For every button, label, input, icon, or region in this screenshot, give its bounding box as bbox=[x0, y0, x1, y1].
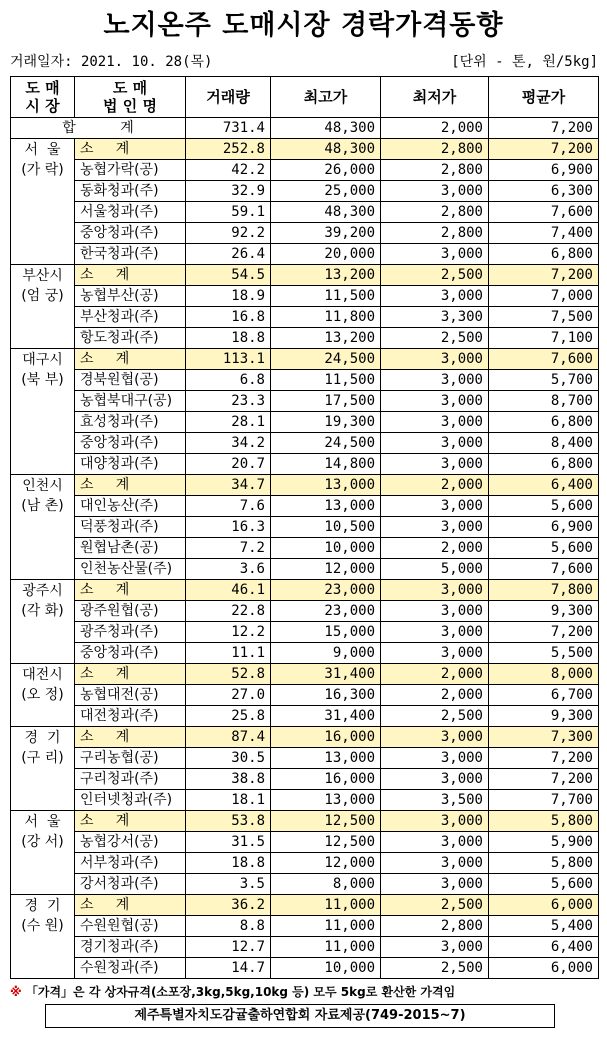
table-row bbox=[11, 517, 599, 538]
max-price-cell: 19,300 bbox=[271, 412, 381, 433]
footnote bbox=[10, 984, 598, 1000]
corp-name: 덕풍청과(주) bbox=[75, 517, 186, 538]
volume-cell: 26.4 bbox=[186, 244, 271, 265]
min-price-cell: 3,300 bbox=[381, 307, 489, 328]
min-price-cell: 3,000 bbox=[381, 622, 489, 643]
table-row bbox=[11, 853, 599, 874]
avg-price-cell: 5,800 bbox=[489, 811, 599, 832]
market-city: 광주시 bbox=[22, 583, 63, 599]
market-name bbox=[11, 580, 75, 664]
volume-cell: 25.8 bbox=[186, 706, 271, 727]
market-district: (북 부) bbox=[21, 372, 64, 388]
volume-cell: 42.2 bbox=[186, 160, 271, 181]
market-city: 부산시 bbox=[22, 268, 63, 284]
corp-name: 경북원협(공) bbox=[75, 370, 186, 391]
table-row bbox=[11, 706, 599, 727]
avg-price-cell: 6,700 bbox=[489, 685, 599, 706]
avg-price-cell: 5,800 bbox=[489, 853, 599, 874]
market-city: 경 기 bbox=[24, 898, 61, 914]
corp-name: 서부청과(주) bbox=[75, 853, 186, 874]
max-price-cell: 11,800 bbox=[271, 307, 381, 328]
volume-cell: 34.2 bbox=[186, 433, 271, 454]
min-price-cell: 3,000 bbox=[381, 874, 489, 895]
volume-cell: 3.6 bbox=[186, 559, 271, 580]
avg-price-cell: 7,600 bbox=[489, 349, 599, 370]
subtotal-row bbox=[11, 811, 599, 832]
min-price-cell: 2,000 bbox=[381, 475, 489, 496]
min-price-cell: 2,800 bbox=[381, 916, 489, 937]
avg-price-cell: 6,800 bbox=[489, 244, 599, 265]
volume-cell: 16.3 bbox=[186, 517, 271, 538]
volume-cell: 92.2 bbox=[186, 223, 271, 244]
header-volume: 거래량 bbox=[186, 77, 271, 118]
table-row bbox=[11, 916, 599, 937]
max-price-cell: 12,500 bbox=[271, 832, 381, 853]
corp-name: 광주청과(주) bbox=[75, 622, 186, 643]
note-mark: ※ bbox=[10, 985, 22, 999]
table-row bbox=[11, 832, 599, 853]
table-row bbox=[11, 454, 599, 475]
volume-cell: 28.1 bbox=[186, 412, 271, 433]
volume-cell: 11.1 bbox=[186, 643, 271, 664]
corp-name: 강서청과(주) bbox=[75, 874, 186, 895]
corp-name: 소 계 bbox=[75, 811, 186, 832]
total-min: 2,000 bbox=[381, 118, 489, 139]
table-row bbox=[11, 790, 599, 811]
corp-name: 소 계 bbox=[75, 895, 186, 916]
volume-cell: 7.2 bbox=[186, 538, 271, 559]
subtotal-row bbox=[11, 895, 599, 916]
min-price-cell: 3,000 bbox=[381, 286, 489, 307]
volume-cell: 6.8 bbox=[186, 370, 271, 391]
corp-name: 서울청과(주) bbox=[75, 202, 186, 223]
avg-price-cell: 7,600 bbox=[489, 559, 599, 580]
min-price-cell: 3,000 bbox=[381, 181, 489, 202]
volume-cell: 23.3 bbox=[186, 391, 271, 412]
volume-cell: 16.8 bbox=[186, 307, 271, 328]
min-price-cell: 2,000 bbox=[381, 538, 489, 559]
market-city: 서 울 bbox=[24, 814, 61, 830]
market-city: 대구시 bbox=[22, 352, 63, 368]
avg-price-cell: 7,200 bbox=[489, 622, 599, 643]
min-price-cell: 3,000 bbox=[381, 244, 489, 265]
table-row bbox=[11, 874, 599, 895]
market-district: (구 리) bbox=[21, 750, 64, 766]
max-price-cell: 13,000 bbox=[271, 475, 381, 496]
avg-price-cell: 5,600 bbox=[489, 538, 599, 559]
subtotal-row bbox=[11, 475, 599, 496]
table-row bbox=[11, 223, 599, 244]
max-price-cell: 11,500 bbox=[271, 286, 381, 307]
market-district: (강 서) bbox=[21, 834, 64, 850]
subtotal-row bbox=[11, 580, 599, 601]
corp-name: 중앙청과(주) bbox=[75, 223, 186, 244]
max-price-cell: 48,300 bbox=[271, 139, 381, 160]
min-price-cell: 3,000 bbox=[381, 727, 489, 748]
max-price-cell: 24,500 bbox=[271, 349, 381, 370]
table-row bbox=[11, 391, 599, 412]
avg-price-cell: 7,100 bbox=[489, 328, 599, 349]
header-min: 최저가 bbox=[381, 77, 489, 118]
total-max: 48,300 bbox=[271, 118, 381, 139]
header-avg: 평균가 bbox=[489, 77, 599, 118]
min-price-cell: 3,000 bbox=[381, 496, 489, 517]
table-row bbox=[11, 559, 599, 580]
volume-cell: 14.7 bbox=[186, 958, 271, 979]
max-price-cell: 13,000 bbox=[271, 496, 381, 517]
avg-price-cell: 7,300 bbox=[489, 727, 599, 748]
avg-price-cell: 7,400 bbox=[489, 223, 599, 244]
table-row bbox=[11, 643, 599, 664]
min-price-cell: 3,000 bbox=[381, 454, 489, 475]
max-price-cell: 11,500 bbox=[271, 370, 381, 391]
corp-name: 수원원협(공) bbox=[75, 916, 186, 937]
table-row bbox=[11, 769, 599, 790]
market-name bbox=[11, 727, 75, 811]
subtotal-row bbox=[11, 349, 599, 370]
min-price-cell: 3,000 bbox=[381, 643, 489, 664]
avg-price-cell: 8,000 bbox=[489, 664, 599, 685]
max-price-cell: 16,300 bbox=[271, 685, 381, 706]
volume-cell: 52.8 bbox=[186, 664, 271, 685]
corp-name: 효성청과(주) bbox=[75, 412, 186, 433]
min-price-cell: 2,500 bbox=[381, 265, 489, 286]
volume-cell: 252.8 bbox=[186, 139, 271, 160]
volume-cell: 22.8 bbox=[186, 601, 271, 622]
market-city: 경 기 bbox=[24, 730, 61, 746]
volume-cell: 38.8 bbox=[186, 769, 271, 790]
avg-price-cell: 7,200 bbox=[489, 769, 599, 790]
header-corp: 도 매 법 인 명 bbox=[75, 77, 186, 118]
corp-name: 소 계 bbox=[75, 139, 186, 160]
max-price-cell: 17,500 bbox=[271, 391, 381, 412]
header-market: 도 매 시 장 bbox=[11, 77, 75, 118]
corp-name: 농협대전(공) bbox=[75, 685, 186, 706]
avg-price-cell: 7,000 bbox=[489, 286, 599, 307]
max-price-cell: 16,000 bbox=[271, 727, 381, 748]
min-price-cell: 3,000 bbox=[381, 769, 489, 790]
max-price-cell: 25,000 bbox=[271, 181, 381, 202]
corp-name: 소 계 bbox=[75, 475, 186, 496]
volume-cell: 20.7 bbox=[186, 454, 271, 475]
source-box: 제주특별자치도감귤출하연합회 자료제공(749-2015~7) bbox=[45, 1004, 555, 1028]
avg-price-cell: 5,600 bbox=[489, 496, 599, 517]
volume-cell: 18.8 bbox=[186, 853, 271, 874]
avg-price-cell: 6,000 bbox=[489, 895, 599, 916]
corp-name: 인터넷청과(주) bbox=[75, 790, 186, 811]
corp-name: 농협부산(공) bbox=[75, 286, 186, 307]
min-price-cell: 3,000 bbox=[381, 580, 489, 601]
volume-cell: 18.1 bbox=[186, 790, 271, 811]
corp-name: 대인농산(주) bbox=[75, 496, 186, 517]
avg-price-cell: 5,700 bbox=[489, 370, 599, 391]
subtotal-row bbox=[11, 664, 599, 685]
max-price-cell: 12,000 bbox=[271, 559, 381, 580]
max-price-cell: 10,000 bbox=[271, 538, 381, 559]
max-price-cell: 8,000 bbox=[271, 874, 381, 895]
corp-name: 경기청과(주) bbox=[75, 937, 186, 958]
min-price-cell: 2,800 bbox=[381, 139, 489, 160]
avg-price-cell: 6,000 bbox=[489, 958, 599, 979]
max-price-cell: 9,000 bbox=[271, 643, 381, 664]
max-price-cell: 13,200 bbox=[271, 328, 381, 349]
market-district: (남 촌) bbox=[21, 498, 64, 514]
table-row bbox=[11, 307, 599, 328]
volume-cell: 18.8 bbox=[186, 328, 271, 349]
avg-price-cell: 8,700 bbox=[489, 391, 599, 412]
min-price-cell: 2,500 bbox=[381, 328, 489, 349]
corp-name: 중앙청과(주) bbox=[75, 433, 186, 454]
table-row bbox=[11, 244, 599, 265]
min-price-cell: 3,000 bbox=[381, 853, 489, 874]
volume-cell: 18.9 bbox=[186, 286, 271, 307]
max-price-cell: 16,000 bbox=[271, 769, 381, 790]
max-price-cell: 14,800 bbox=[271, 454, 381, 475]
market-name bbox=[11, 475, 75, 580]
volume-cell: 3.5 bbox=[186, 874, 271, 895]
table-row bbox=[11, 958, 599, 979]
subtotal-row bbox=[11, 139, 599, 160]
table-row bbox=[11, 412, 599, 433]
volume-cell: 87.4 bbox=[186, 727, 271, 748]
total-row bbox=[11, 118, 599, 139]
corp-name: 부산청과(주) bbox=[75, 307, 186, 328]
avg-price-cell: 5,600 bbox=[489, 874, 599, 895]
volume-cell: 7.6 bbox=[186, 496, 271, 517]
table-row bbox=[11, 748, 599, 769]
min-price-cell: 3,000 bbox=[381, 748, 489, 769]
volume-cell: 27.0 bbox=[186, 685, 271, 706]
min-price-cell: 3,000 bbox=[381, 811, 489, 832]
market-district: (각 화) bbox=[21, 603, 64, 619]
avg-price-cell: 6,800 bbox=[489, 412, 599, 433]
min-price-cell: 3,000 bbox=[381, 832, 489, 853]
avg-price-cell: 8,400 bbox=[489, 433, 599, 454]
market-name bbox=[11, 811, 75, 895]
subtotal-row bbox=[11, 265, 599, 286]
min-price-cell: 2,800 bbox=[381, 160, 489, 181]
market-name bbox=[11, 349, 75, 475]
unit-label: [단위 - 톤, 원/5kg] bbox=[451, 54, 598, 70]
max-price-cell: 15,000 bbox=[271, 622, 381, 643]
max-price-cell: 11,000 bbox=[271, 937, 381, 958]
market-name bbox=[11, 664, 75, 727]
max-price-cell: 10,500 bbox=[271, 517, 381, 538]
table-row bbox=[11, 538, 599, 559]
market-city: 인천시 bbox=[22, 478, 63, 494]
avg-price-cell: 7,200 bbox=[489, 139, 599, 160]
min-price-cell: 2,800 bbox=[381, 223, 489, 244]
corp-name: 농협북대구(공) bbox=[75, 391, 186, 412]
table-row bbox=[11, 328, 599, 349]
max-price-cell: 11,000 bbox=[271, 895, 381, 916]
corp-name: 광주원협(공) bbox=[75, 601, 186, 622]
volume-cell: 53.8 bbox=[186, 811, 271, 832]
corp-name: 구리농협(공) bbox=[75, 748, 186, 769]
avg-price-cell: 6,900 bbox=[489, 517, 599, 538]
corp-name: 동화청과(주) bbox=[75, 181, 186, 202]
price-table bbox=[10, 76, 599, 979]
corp-name: 중앙청과(주) bbox=[75, 643, 186, 664]
corp-name: 소 계 bbox=[75, 349, 186, 370]
avg-price-cell: 7,800 bbox=[489, 580, 599, 601]
min-price-cell: 3,000 bbox=[381, 433, 489, 454]
min-price-cell: 5,000 bbox=[381, 559, 489, 580]
market-district: (엄 궁) bbox=[21, 288, 64, 304]
max-price-cell: 39,200 bbox=[271, 223, 381, 244]
corp-name: 수원청과(주) bbox=[75, 958, 186, 979]
avg-price-cell: 5,400 bbox=[489, 916, 599, 937]
market-city: 대전시 bbox=[22, 667, 63, 683]
corp-name: 농협가락(공) bbox=[75, 160, 186, 181]
table-row bbox=[11, 286, 599, 307]
corp-name: 인천농산물(주) bbox=[75, 559, 186, 580]
meta-line bbox=[10, 52, 598, 72]
max-price-cell: 31,400 bbox=[271, 706, 381, 727]
corp-name: 농협강서(공) bbox=[75, 832, 186, 853]
avg-price-cell: 6,400 bbox=[489, 937, 599, 958]
volume-cell: 8.8 bbox=[186, 916, 271, 937]
max-price-cell: 13,000 bbox=[271, 790, 381, 811]
max-price-cell: 13,200 bbox=[271, 265, 381, 286]
avg-price-cell: 6,900 bbox=[489, 160, 599, 181]
total-volume: 731.4 bbox=[186, 118, 271, 139]
max-price-cell: 10,000 bbox=[271, 958, 381, 979]
avg-price-cell: 5,500 bbox=[489, 643, 599, 664]
max-price-cell: 48,300 bbox=[271, 202, 381, 223]
corp-name: 구리청과(주) bbox=[75, 769, 186, 790]
page-title: 노지온주 도매시장 경락가격동향 bbox=[103, 10, 504, 41]
corp-name: 소 계 bbox=[75, 664, 186, 685]
note-text: 「가격」은 각 상자규격(소포장,3kg,5kg,10kg 등) 모두 5kg로 환산한 가격임 bbox=[25, 985, 456, 999]
table-row bbox=[11, 160, 599, 181]
corp-name: 대전청과(주) bbox=[75, 706, 186, 727]
corp-name: 항도청과(주) bbox=[75, 328, 186, 349]
avg-price-cell: 6,400 bbox=[489, 475, 599, 496]
max-price-cell: 12,000 bbox=[271, 853, 381, 874]
max-price-cell: 23,000 bbox=[271, 580, 381, 601]
min-price-cell: 3,000 bbox=[381, 517, 489, 538]
volume-cell: 46.1 bbox=[186, 580, 271, 601]
volume-cell: 12.7 bbox=[186, 937, 271, 958]
market-city: 서 울 bbox=[24, 142, 61, 158]
avg-price-cell: 7,600 bbox=[489, 202, 599, 223]
max-price-cell: 26,000 bbox=[271, 160, 381, 181]
table-row bbox=[11, 181, 599, 202]
volume-cell: 36.2 bbox=[186, 895, 271, 916]
min-price-cell: 3,000 bbox=[381, 601, 489, 622]
table-row bbox=[11, 937, 599, 958]
max-price-cell: 31,400 bbox=[271, 664, 381, 685]
market-name bbox=[11, 265, 75, 349]
avg-price-cell: 7,200 bbox=[489, 265, 599, 286]
table-row bbox=[11, 601, 599, 622]
min-price-cell: 3,000 bbox=[381, 412, 489, 433]
volume-cell: 34.7 bbox=[186, 475, 271, 496]
avg-price-cell: 6,300 bbox=[489, 181, 599, 202]
max-price-cell: 13,000 bbox=[271, 748, 381, 769]
market-district: (오 정) bbox=[21, 687, 64, 703]
min-price-cell: 2,500 bbox=[381, 958, 489, 979]
max-price-cell: 24,500 bbox=[271, 433, 381, 454]
min-price-cell: 2,500 bbox=[381, 706, 489, 727]
volume-cell: 31.5 bbox=[186, 832, 271, 853]
min-price-cell: 3,000 bbox=[381, 391, 489, 412]
table-row bbox=[11, 496, 599, 517]
avg-price-cell: 9,300 bbox=[489, 706, 599, 727]
table-row bbox=[11, 370, 599, 391]
market-district: (가 락) bbox=[21, 162, 64, 178]
total-avg: 7,200 bbox=[489, 118, 599, 139]
avg-price-cell: 9,300 bbox=[489, 601, 599, 622]
avg-price-cell: 7,200 bbox=[489, 748, 599, 769]
avg-price-cell: 5,900 bbox=[489, 832, 599, 853]
market-district: (수 원) bbox=[21, 918, 64, 934]
table-row bbox=[11, 622, 599, 643]
market-name bbox=[11, 139, 75, 265]
min-price-cell: 2,000 bbox=[381, 664, 489, 685]
header-max: 최고가 bbox=[271, 77, 381, 118]
table-row bbox=[11, 433, 599, 454]
min-price-cell: 2,500 bbox=[381, 895, 489, 916]
total-label: 합 계 bbox=[11, 118, 186, 139]
corp-name: 소 계 bbox=[75, 265, 186, 286]
min-price-cell: 2,800 bbox=[381, 202, 489, 223]
corp-name: 원협남촌(공) bbox=[75, 538, 186, 559]
max-price-cell: 20,000 bbox=[271, 244, 381, 265]
market-name bbox=[11, 895, 75, 979]
min-price-cell: 3,000 bbox=[381, 937, 489, 958]
corp-name: 소 계 bbox=[75, 580, 186, 601]
avg-price-cell: 7,500 bbox=[489, 307, 599, 328]
corp-name: 한국청과(주) bbox=[75, 244, 186, 265]
volume-cell: 113.1 bbox=[186, 349, 271, 370]
table-row bbox=[11, 202, 599, 223]
corp-name: 대양청과(주) bbox=[75, 454, 186, 475]
volume-cell: 59.1 bbox=[186, 202, 271, 223]
min-price-cell: 3,000 bbox=[381, 370, 489, 391]
volume-cell: 54.5 bbox=[186, 265, 271, 286]
header-row bbox=[11, 77, 599, 118]
min-price-cell: 3,000 bbox=[381, 349, 489, 370]
min-price-cell: 2,000 bbox=[381, 685, 489, 706]
table-row bbox=[11, 685, 599, 706]
trade-date: 거래일자: 2021. 10. 28(목) bbox=[10, 54, 213, 70]
subtotal-row bbox=[11, 727, 599, 748]
max-price-cell: 11,000 bbox=[271, 916, 381, 937]
avg-price-cell: 7,700 bbox=[489, 790, 599, 811]
volume-cell: 12.2 bbox=[186, 622, 271, 643]
avg-price-cell: 6,800 bbox=[489, 454, 599, 475]
volume-cell: 32.9 bbox=[186, 181, 271, 202]
min-price-cell: 3,500 bbox=[381, 790, 489, 811]
max-price-cell: 23,000 bbox=[271, 601, 381, 622]
volume-cell: 30.5 bbox=[186, 748, 271, 769]
max-price-cell: 12,500 bbox=[271, 811, 381, 832]
corp-name: 소 계 bbox=[75, 727, 186, 748]
